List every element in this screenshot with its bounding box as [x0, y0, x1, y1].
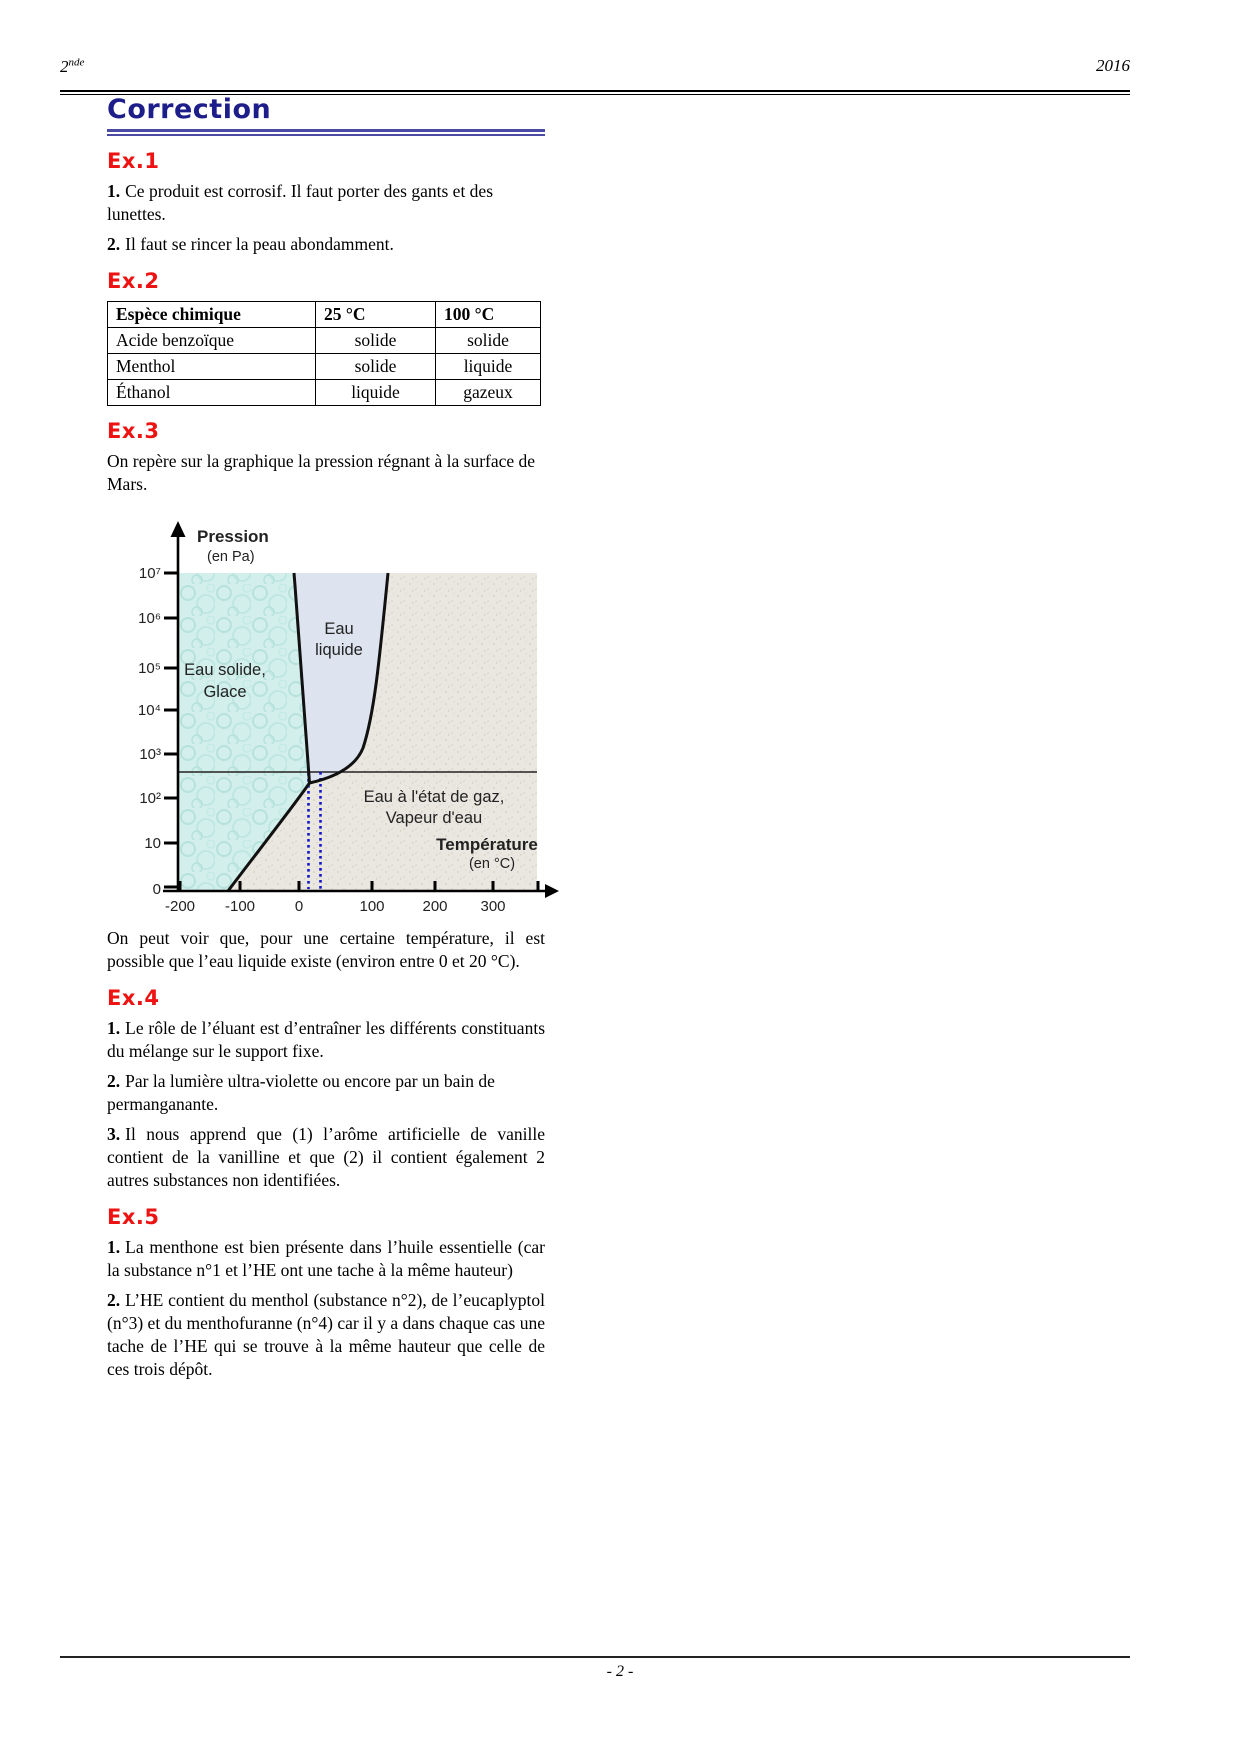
region-liquid-label: liquide — [315, 641, 363, 659]
ex5-item-1 — [107, 1236, 545, 1282]
item-number: 2. — [107, 234, 121, 254]
x-tick-label: -100 — [224, 898, 256, 915]
table-header-species: Espèce chimique — [108, 302, 316, 328]
item-text: Ce produit est corrosif. Il faut porter des gants et des lunettes. — [107, 181, 494, 224]
page-title: Correction — [107, 94, 272, 125]
ex4-item-2 — [107, 1070, 545, 1116]
y-tick-label: 10⁴ — [137, 702, 161, 719]
item-text: La menthone est bien présente dans l’huile essentielle (car la substance n°1 et l’HE ont une tache à la même hauteur) — [107, 1237, 545, 1280]
table-row — [108, 380, 541, 406]
ex4-heading: Ex.4 — [107, 986, 160, 1010]
table-cell: solide — [436, 328, 541, 354]
y-ticks — [164, 573, 178, 887]
region-solid-label: Glace — [203, 683, 247, 701]
y-tick-label: 10⁶ — [138, 610, 161, 627]
item-number: 1. — [107, 181, 121, 201]
y-axis-unit: (en Pa) — [207, 549, 255, 565]
item-text: L’HE contient du menthol (substance n°2), de l’eucaplyptol (n°3) et du menthofuranne (n°4) car il y a dans chaque cas une tache de l’HE qui se trouve à la même hauteur que celle de ces trois dépôt. — [107, 1290, 545, 1379]
item-number: 1. — [107, 1018, 121, 1038]
item-text: Il nous apprend que (1) l’arôme artificielle de vanille contient de la vanilline et que (2) il contient également 2 autres substances non identifiées. — [107, 1124, 545, 1190]
y-tick-label: 10⁵ — [138, 660, 161, 677]
ex2-heading: Ex.2 — [107, 269, 160, 293]
region-solid-label: Eau solide, — [184, 661, 266, 679]
table-cell: gazeux — [436, 380, 541, 406]
item-text: Il faut se rincer la peau abondamment. — [125, 234, 394, 254]
x-tick-label: 100 — [359, 898, 385, 915]
phase-diagram — [107, 520, 545, 920]
table-header-100c: 100 °C — [436, 302, 541, 328]
ex5-item-2 — [107, 1289, 545, 1381]
table-row — [108, 354, 541, 380]
y-tick-label: 10⁷ — [138, 565, 161, 582]
x-tick-label: 0 — [294, 898, 304, 915]
region-gas-label: Eau à l'état de gaz, — [363, 788, 505, 806]
table-cell: solide — [316, 328, 436, 354]
table-cell: Menthol — [108, 354, 316, 380]
item-number: 2. — [107, 1071, 121, 1091]
item-text: Le rôle de l’éluant est d’entraîner les différents constituants du mélange sur le support fixe. — [107, 1018, 545, 1061]
x-axis-title: Température — [436, 835, 538, 854]
ex3-conclusion: On peut voir que, pour une certaine température, il est possible que l’eau liquide existe (environ entre 0 et 20 °C). — [107, 928, 545, 971]
ex5-heading: Ex.5 — [107, 1205, 160, 1229]
x-tick-label: -200 — [164, 898, 196, 915]
ex1-heading: Ex.1 — [107, 149, 160, 173]
phase-diagram-svg — [107, 520, 572, 920]
header-class-level-sup: nde — [68, 56, 85, 68]
item-number: 1. — [107, 1237, 121, 1257]
header-class-level: 2nde — [60, 56, 85, 76]
item-number: 2. — [107, 1290, 121, 1310]
chemical-species-table — [107, 301, 541, 406]
region-gas-label: Vapeur d'eau — [385, 809, 483, 827]
y-axis-title: Pression — [197, 527, 269, 546]
y-tick-label: 10² — [139, 790, 161, 807]
table-cell: solide — [316, 354, 436, 380]
y-tick-label: 0 — [152, 881, 161, 898]
y-tick-label: 10 — [144, 835, 161, 852]
x-axis-arrowhead-icon — [545, 884, 559, 898]
table-header-row — [108, 302, 541, 328]
table-header-25c: 25 °C — [316, 302, 436, 328]
table-cell: Éthanol — [108, 380, 316, 406]
page-number: - 2 - — [606, 1663, 634, 1680]
ex1-item-1 — [107, 180, 545, 226]
x-tick-label: 200 — [422, 898, 448, 915]
table-cell: Acide benzoïque — [108, 328, 316, 354]
x-tick-label: 300 — [480, 898, 506, 915]
item-number: 3. — [107, 1124, 121, 1144]
ex3-heading: Ex.3 — [107, 419, 160, 443]
footer-rule — [60, 1656, 1130, 1658]
ex4-item-3 — [107, 1123, 545, 1192]
y-axis-arrowhead-icon — [171, 521, 186, 537]
ex3-intro: On repère sur la graphique la pression régnant à la surface de Mars. — [107, 451, 536, 494]
title-underline — [107, 129, 545, 136]
x-axis-unit: (en °C) — [468, 856, 516, 872]
ex1-item-2 — [107, 233, 545, 256]
region-liquid-label: Eau — [324, 620, 354, 638]
table-cell: liquide — [436, 354, 541, 380]
content-column — [107, 0, 545, 1381]
table-cell: liquide — [316, 380, 436, 406]
table-row — [108, 328, 541, 354]
ex4-item-1 — [107, 1017, 545, 1063]
item-text: Par la lumière ultra-violette ou encore par un bain de permanganante. — [107, 1071, 495, 1114]
header-year: 2016 — [1096, 56, 1130, 75]
y-tick-label: 10³ — [139, 746, 161, 763]
